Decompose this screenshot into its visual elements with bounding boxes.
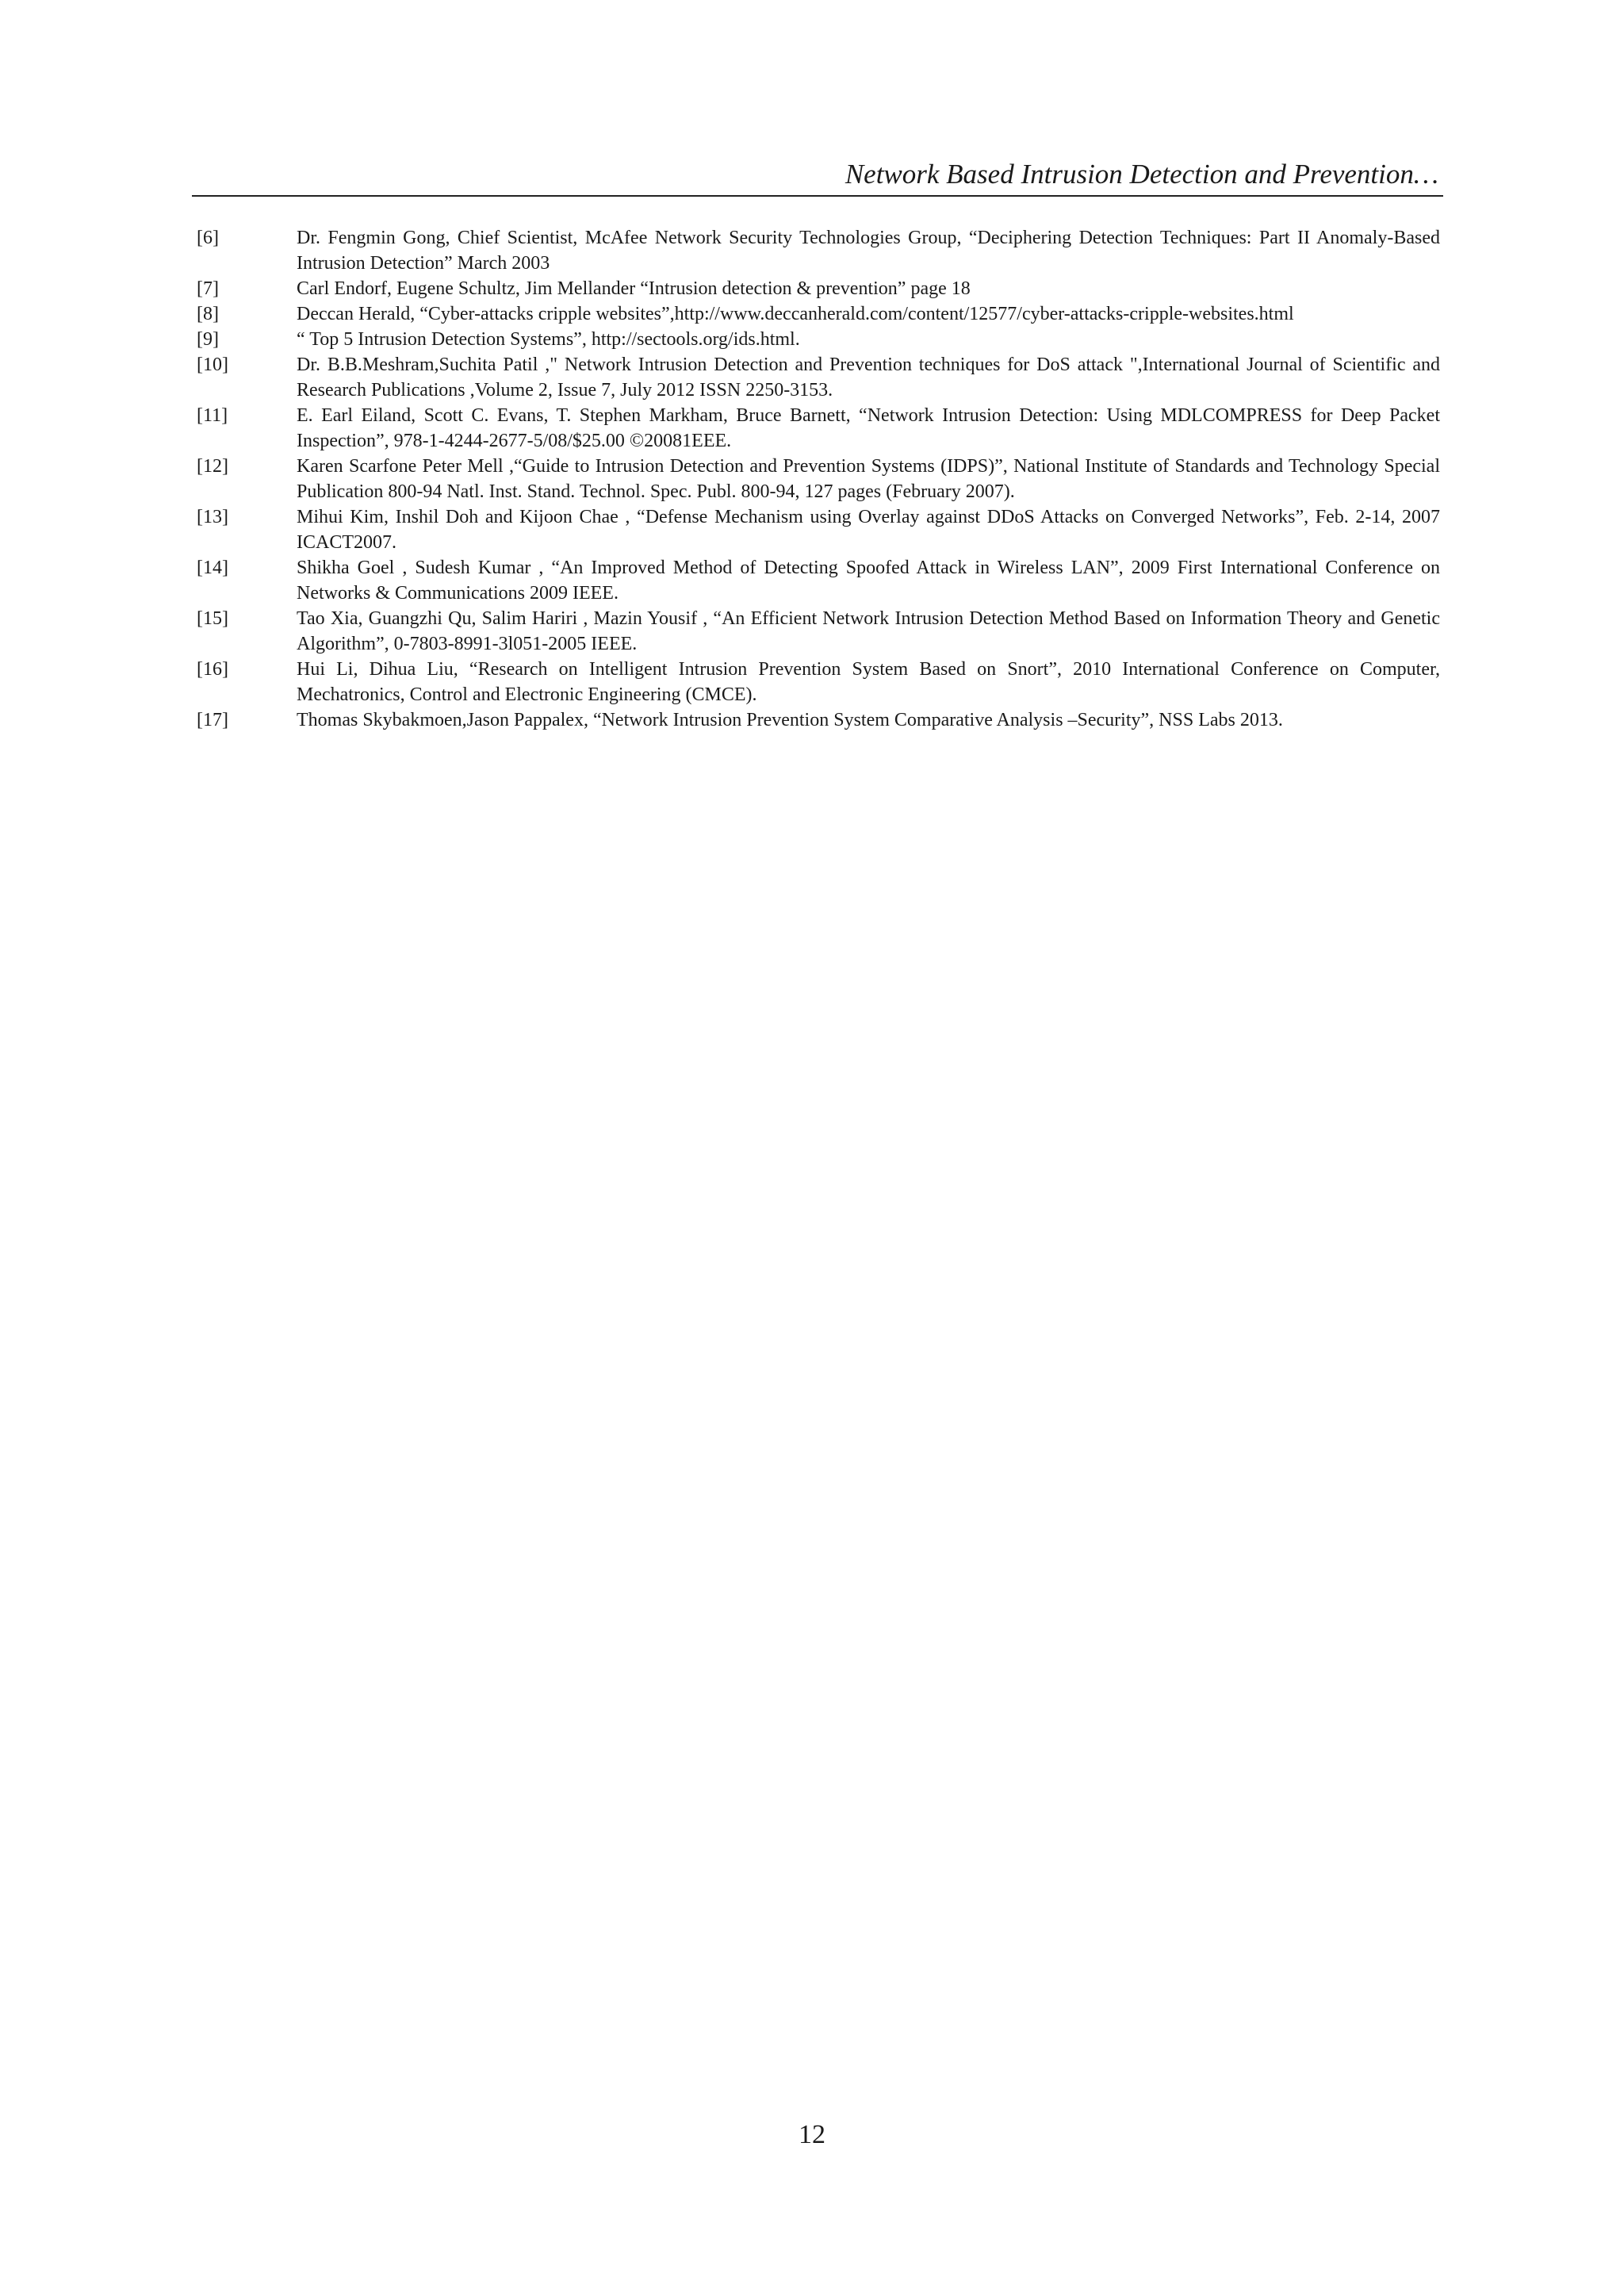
page-number: 12 [799, 2120, 825, 2149]
reference-text: Thomas Skybakmoen,Jason Pappalex, “Network Intrusion Prevention System Comparative Analysis –Security”, NSS Labs 2013. [297, 710, 1283, 730]
reference-item [197, 555, 1440, 606]
reference-number: [15] [197, 608, 228, 629]
reference-text: Mihui Kim, Inshil Doh and Kijoon Chae , “Defense Mechanism using Overlay against DDoS Attacks on Converged Networks”, Feb. 2-14, 2007 ICACT2007. [297, 507, 1440, 553]
reference-text: Shikha Goel , Sudesh Kumar , “An Improved Method of Detecting Spoofed Attack in Wireless LAN”, 2009 First International Conference on Networks & Communications 2009 IEEE. [297, 558, 1440, 604]
reference-text: E. Earl Eiland, Scott C. Evans, T. Stephen Markham, Bruce Barnett, “Network Intrusion Detection: Using MDLCOMPRESS for Deep Packet Inspection”, 978-1-4244-2677-5/08/$25.00 ©20081EEE. [297, 405, 1440, 451]
reference-number: [8] [197, 304, 219, 324]
reference-number: [14] [197, 558, 228, 578]
running-header [192, 149, 1443, 197]
reference-text: Dr. B.B.Meshram,Suchita Patil ," Network Intrusion Detection and Prevention techniques for DoS attack ",International Journal of Scientific and Research Publications ,Volume 2, Issue 7, July 2012 ISSN 2250-3153. [297, 355, 1440, 401]
reference-number: [7] [197, 278, 219, 299]
reference-item [197, 657, 1440, 707]
reference-item [197, 352, 1440, 403]
reference-number: [16] [197, 659, 228, 680]
reference-item [197, 504, 1440, 555]
reference-number: [12] [197, 456, 228, 477]
reference-text: Tao Xia, Guangzhi Qu, Salim Hariri , Mazin Yousif , “An Efficient Network Intrusion Detection Method Based on Information Theory and Genetic Algorithm”, 0-7803-8991-3l051-2005 IEEE. [297, 608, 1440, 654]
reference-item [197, 403, 1440, 454]
reference-text: Deccan Herald, “Cyber-attacks cripple websites”,http://www.deccanherald.com/content/12577/cyber-attacks-cripple-websites.html [297, 304, 1294, 324]
reference-item [197, 454, 1440, 504]
reference-number: [13] [197, 507, 228, 527]
reference-item [197, 276, 1440, 301]
reference-item [197, 606, 1440, 657]
reference-item [197, 707, 1440, 733]
reference-number: [10] [197, 355, 228, 375]
reference-text: Dr. Fengmin Gong, Chief Scientist, McAfee Network Security Technologies Group, “Deciphering Detection Techniques: Part II Anomaly-Based Intrusion Detection” March 2003 [297, 228, 1440, 274]
reference-item [197, 225, 1440, 276]
running-title: Network Based Intrusion Detection and Prevention… [845, 159, 1438, 190]
reference-text: Carl Endorf, Eugene Schultz, Jim Mellander “Intrusion detection & prevention” page 18 [297, 278, 971, 299]
reference-text: Hui Li, Dihua Liu, “Research on Intelligent Intrusion Prevention System Based on Snort”, 2010 International Conference on Computer, Mechatronics, Control and Electronic Engineering (CMCE). [297, 659, 1440, 705]
reference-item [197, 301, 1440, 327]
reference-text: “ Top 5 Intrusion Detection Systems”, http://sectools.org/ids.html. [297, 329, 800, 350]
reference-number: [6] [197, 228, 219, 248]
reference-number: [17] [197, 710, 228, 730]
reference-list [197, 225, 1440, 733]
reference-text: Karen Scarfone Peter Mell ,“Guide to Intrusion Detection and Prevention Systems (IDPS)”, National Institute of Standards and Technology Special Publication 800-94 Natl. Inst. Stand. Technol. Spec. Publ. 800-94, 127 pages (February 2007). [297, 456, 1440, 502]
reference-item [197, 327, 1440, 352]
reference-number: [11] [197, 405, 228, 426]
reference-number: [9] [197, 329, 219, 350]
